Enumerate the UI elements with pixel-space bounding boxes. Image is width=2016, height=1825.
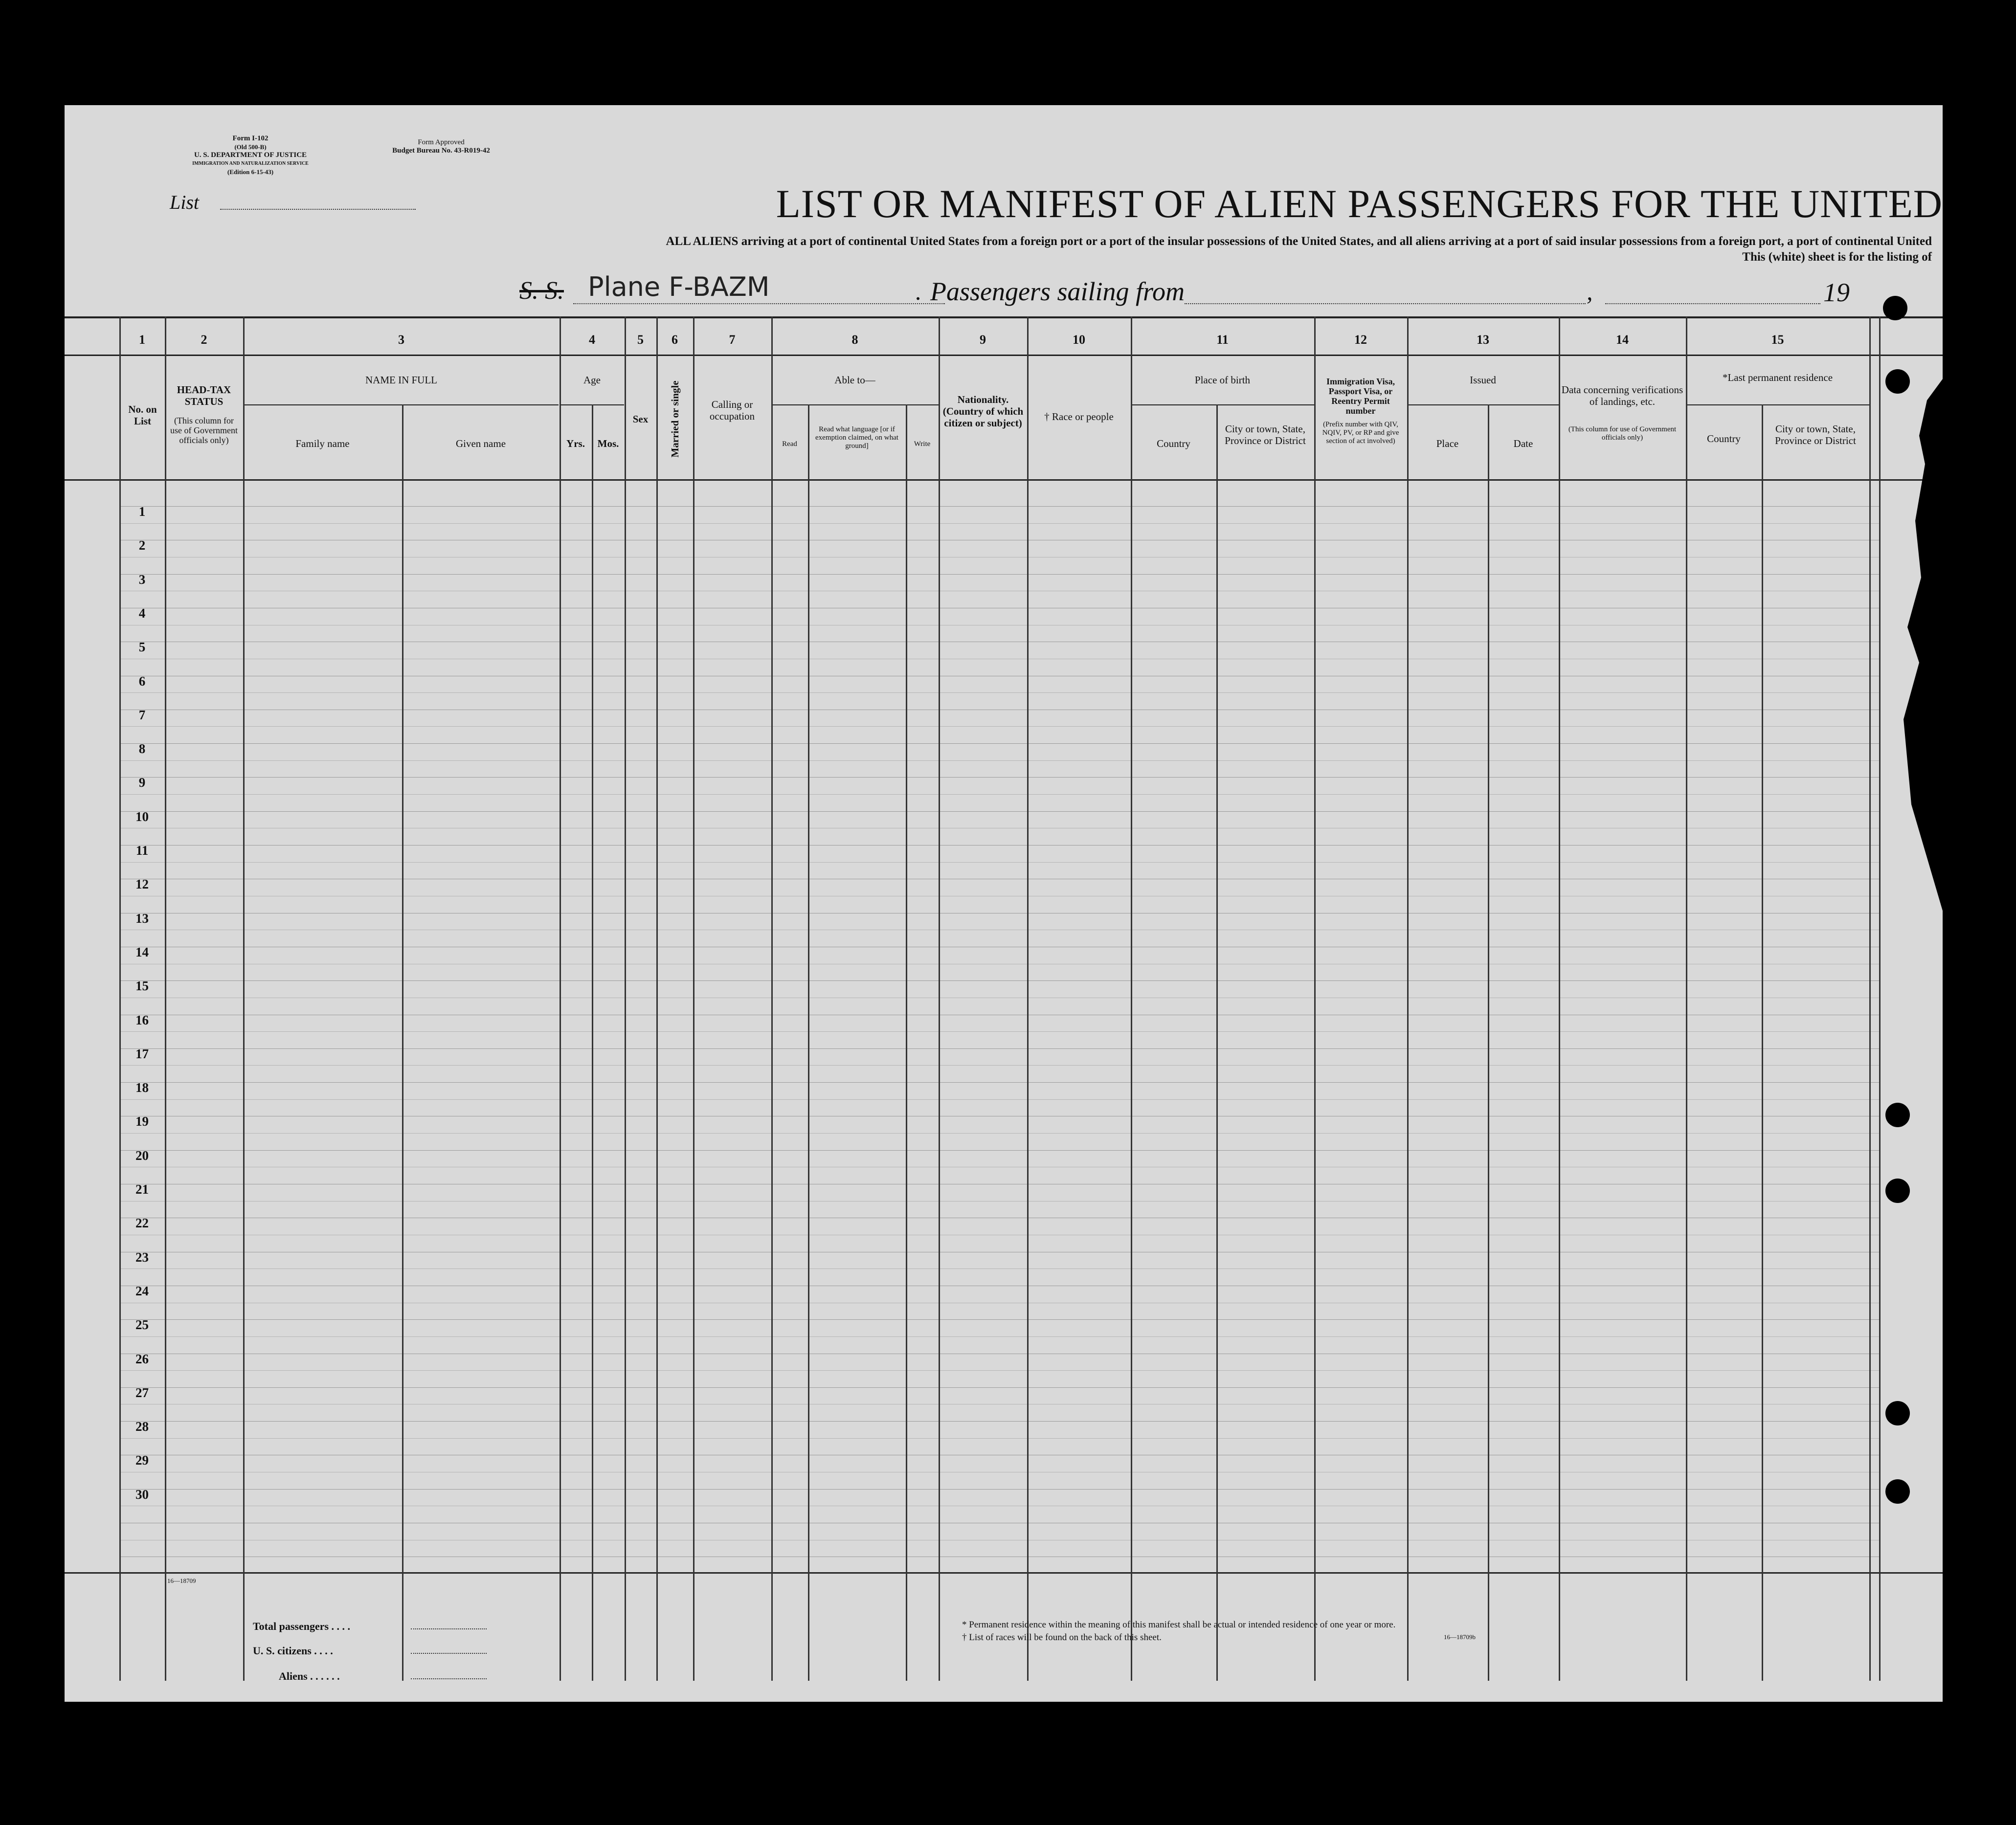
us-citizens-field[interactable] [411, 1653, 487, 1654]
ruled-line [119, 1489, 1880, 1490]
table-bottom-rule [65, 1572, 1943, 1574]
binder-hole-1 [1883, 296, 1907, 320]
heading-head-tax: HEAD-TAX STATUS [177, 384, 231, 407]
colnum-4: 4 [589, 333, 595, 347]
ruled-line [119, 760, 1880, 761]
colnum-12: 12 [1354, 333, 1367, 347]
torn-edge [1904, 379, 1943, 1088]
row-number: 15 [135, 979, 149, 993]
heading-sex: Sex [632, 413, 649, 425]
colnum-1: 1 [139, 333, 145, 347]
ruled-line [119, 794, 1880, 795]
col-divider-16 [1216, 404, 1218, 1681]
vessel-name-handwritten[interactable]: Plane F-BAZM [588, 271, 770, 302]
heading-birth-city: City or town, State, Province or District [1225, 423, 1306, 446]
ruled-line [119, 726, 1880, 727]
aliens-field[interactable] [411, 1678, 487, 1679]
row-number: 2 [138, 538, 146, 553]
heading-data-concerning: Data concerning verifications of landings, etc. [1561, 384, 1683, 407]
colnum-9: 9 [980, 333, 986, 347]
row-number: 18 [135, 1080, 149, 1095]
list-number-field[interactable] [220, 209, 416, 210]
colnum-10: 10 [1073, 333, 1085, 347]
ruled-line [119, 1099, 1880, 1100]
col-divider-15 [1131, 316, 1132, 1681]
ruled-line [119, 1065, 1880, 1066]
ruled-line [119, 1438, 1880, 1439]
total-passengers-field[interactable] [411, 1628, 487, 1629]
row-number: 24 [135, 1284, 149, 1298]
col-divider-1 [119, 316, 121, 1681]
heading-issued: Issued [1470, 374, 1496, 386]
ruled-line [119, 1082, 1880, 1083]
binder-hole-6 [1885, 1479, 1910, 1504]
heading-write: Write [914, 440, 931, 448]
heading-birth-country: Country [1157, 438, 1190, 449]
heading-months: Mos. [597, 438, 619, 449]
ruled-line [119, 506, 1880, 507]
heading-place-of-birth: Place of birth [1194, 374, 1251, 386]
ruled-line [119, 523, 1880, 524]
vessel-name-field [573, 303, 945, 304]
col-divider-21 [1686, 316, 1687, 1681]
footnote-races: † List of races will be found on the back of this sheet. [962, 1632, 1162, 1643]
form-approval [378, 138, 505, 155]
header-bottom-rule [65, 479, 1943, 481]
row-number: 20 [135, 1148, 149, 1163]
comma-separator: , [1587, 278, 1593, 305]
colnum-14: 14 [1616, 333, 1629, 347]
heading-last-residence: *Last permanent residence [1722, 372, 1833, 383]
ruled-line [119, 1031, 1880, 1032]
col-divider-18 [1407, 316, 1409, 1681]
form-edition: (Edition 6-15-43) [227, 168, 274, 176]
ruled-line [119, 862, 1880, 863]
row-number: 19 [135, 1114, 149, 1129]
row-number: 6 [138, 674, 146, 689]
col-divider-8 [656, 316, 658, 1681]
col-divider-24 [1879, 316, 1881, 1681]
number-row-rule [65, 355, 1943, 356]
heading-years: Yrs. [566, 438, 585, 449]
year-prefix: 19 [1823, 278, 1850, 307]
ruled-line [119, 1421, 1880, 1422]
heading-head-tax-note: (This column for use of Government officials only) [170, 416, 238, 445]
row-number: 26 [135, 1352, 149, 1366]
print-code: 16—18709 [167, 1577, 196, 1584]
manifest-sheet [65, 105, 1943, 1702]
name-subheader-rule [243, 404, 559, 405]
heading-residence-country: Country [1707, 433, 1741, 445]
row-number: 23 [135, 1250, 149, 1265]
binder-hole-5 [1885, 1401, 1910, 1425]
row-number: 4 [138, 606, 146, 621]
ruled-line [119, 692, 1880, 693]
ruled-line [119, 777, 1880, 778]
row-number: 10 [135, 809, 149, 824]
form-old-number: (Old 500-B) [234, 143, 267, 151]
col-divider-12 [906, 404, 907, 1681]
heading-issued-date: Date [1513, 438, 1533, 449]
col-divider-20 [1559, 316, 1560, 1681]
row-number: 28 [135, 1419, 149, 1434]
col-divider-7 [625, 316, 626, 1681]
issued-subheader-rule [1407, 404, 1559, 405]
heading-no-on-list: No. on List [128, 403, 157, 427]
row-number: 16 [135, 1013, 149, 1027]
aliens-label: Aliens . . . . . . [279, 1670, 340, 1682]
heading-calling: Calling or occupation [709, 399, 755, 422]
ruled-line [119, 1150, 1880, 1151]
department-name: U. S. DEPARTMENT OF JUSTICE [194, 151, 307, 159]
colnum-7: 7 [729, 333, 736, 347]
row-number: 7 [138, 708, 146, 722]
colnum-8: 8 [851, 333, 858, 347]
colnum-13: 13 [1477, 333, 1489, 347]
row-number: 29 [135, 1453, 149, 1468]
col-divider-14 [1027, 316, 1029, 1681]
total-passengers-label: Total passengers . . . . [253, 1620, 351, 1632]
row-number: 25 [135, 1317, 149, 1332]
col-divider-22 [1762, 404, 1763, 1681]
ruled-line [119, 845, 1880, 846]
row-number: 13 [135, 911, 149, 926]
row-number: 12 [135, 877, 149, 891]
colnum-3: 3 [398, 333, 404, 347]
colnum-6: 6 [672, 333, 678, 347]
col-divider-13 [939, 316, 940, 1681]
col-divider-2 [165, 316, 166, 1681]
colnum-15: 15 [1771, 333, 1784, 347]
heading-race: † Race or people [1044, 411, 1114, 423]
heading-age: Age [583, 374, 601, 386]
row-number: 21 [135, 1182, 149, 1197]
list-label: List [170, 191, 200, 213]
able-subheader-rule [771, 404, 939, 405]
ruled-line [119, 743, 1880, 744]
manifest-title: LIST OR MANIFEST OF ALIEN PASSENGERS FOR THE UNITED [776, 181, 1943, 226]
manifest-subtitle-2: This (white) sheet is for the listing of [1742, 250, 1932, 264]
row-number: 3 [138, 572, 146, 587]
colnum-11: 11 [1216, 333, 1229, 347]
col-divider-23 [1869, 316, 1871, 1681]
col-divider-10 [771, 316, 773, 1681]
birth-subheader-rule [1131, 404, 1314, 405]
row-number: 8 [138, 741, 146, 756]
sailing-date-field[interactable] [1605, 303, 1820, 304]
footer-print-code: 16—18709b [1444, 1633, 1476, 1641]
heading-data-note: (This column for use of Government officials only) [1568, 425, 1677, 442]
sailing-from-label: Passengers sailing from [930, 277, 1185, 306]
col-divider-4 [402, 404, 403, 1681]
service-name: IMMIGRATION AND NATURALIZATION SERVICE [192, 161, 309, 166]
col-divider-6 [592, 404, 593, 1681]
col-divider-17 [1314, 316, 1316, 1681]
ruled-line [119, 1387, 1880, 1388]
ruled-line [119, 1336, 1880, 1337]
row-number: 22 [135, 1216, 149, 1230]
ss-prefix: S. S. [519, 277, 564, 305]
heading-read: Read [782, 440, 797, 448]
us-citizens-label: U. S. citizens . . . . [253, 1645, 333, 1657]
row-number: 17 [135, 1046, 149, 1061]
ruled-line [119, 1201, 1880, 1202]
binder-hole-3 [1885, 1103, 1910, 1127]
heading-residence-city: City or town, State, Province or District [1775, 423, 1856, 446]
ruled-line [119, 1133, 1880, 1134]
heading-family-name: Family name [295, 438, 350, 449]
colnum-2: 2 [201, 333, 207, 347]
heading-given-name: Given name [455, 438, 506, 449]
col-divider-5 [560, 316, 561, 1681]
row-number: 9 [138, 775, 146, 790]
ruled-line [119, 1370, 1880, 1371]
ruled-line [119, 811, 1880, 812]
row-number: 30 [135, 1487, 149, 1502]
ruled-line [119, 980, 1880, 981]
col-divider-11 [808, 404, 809, 1681]
heading-read-language: Read what language [or if exemption claimed, on what ground] [815, 425, 898, 450]
row-number: 1 [138, 504, 146, 519]
ruled-line [119, 574, 1880, 575]
heading-married-single: Married or single [669, 380, 681, 458]
residence-subheader-rule [1686, 404, 1869, 405]
heading-able-to: Able to— [834, 374, 875, 386]
period-dot: . [916, 278, 922, 305]
row-number: 14 [135, 945, 149, 959]
heading-name-in-full: NAME IN FULL [365, 374, 437, 386]
heading-nationality: Nationality. (Country of which citizen or subject) [942, 394, 1024, 429]
manifest-subtitle-1: ALL ALIENS arriving at a port of continental United States from a foreign port or a port of the insular possessions of the United States, and all aliens arriving at a port of said insular possessions from a foreign port, a port of continental United [666, 235, 1932, 248]
col-divider-19 [1488, 404, 1489, 1681]
ruled-line [119, 1048, 1880, 1049]
heading-visa-note: (Prefix number with QIV, NQIV, PV, or RP and give section of act involved) [1322, 421, 1399, 445]
form-number: Form I-102 [232, 134, 269, 142]
ruled-line [119, 1319, 1880, 1320]
budget-number: Budget Bureau No. 43-R019-42 [392, 147, 490, 155]
colnum-5: 5 [637, 333, 644, 347]
heading-issued-place: Place [1436, 438, 1459, 449]
sailing-from-field[interactable] [1185, 303, 1586, 304]
binder-hole-4 [1885, 1179, 1910, 1203]
binder-hole-2 [1885, 369, 1910, 394]
approval-label: Form Approved [418, 138, 465, 146]
col-divider-9 [693, 316, 694, 1681]
row-number: 27 [135, 1385, 149, 1400]
row-number: 11 [135, 843, 149, 858]
table-top-rule [65, 316, 1943, 318]
footnote-permanent-residence: * Permanent residence within the meaning of this manifest shall be actual or intended residence of one year or more. [962, 1620, 1396, 1630]
col-divider-3 [243, 316, 245, 1681]
heading-immigration-visa: Immigration Visa, Passport Visa, or Reentry Permit number [1326, 377, 1395, 416]
row-number: 5 [138, 640, 146, 654]
form-header [177, 134, 324, 176]
